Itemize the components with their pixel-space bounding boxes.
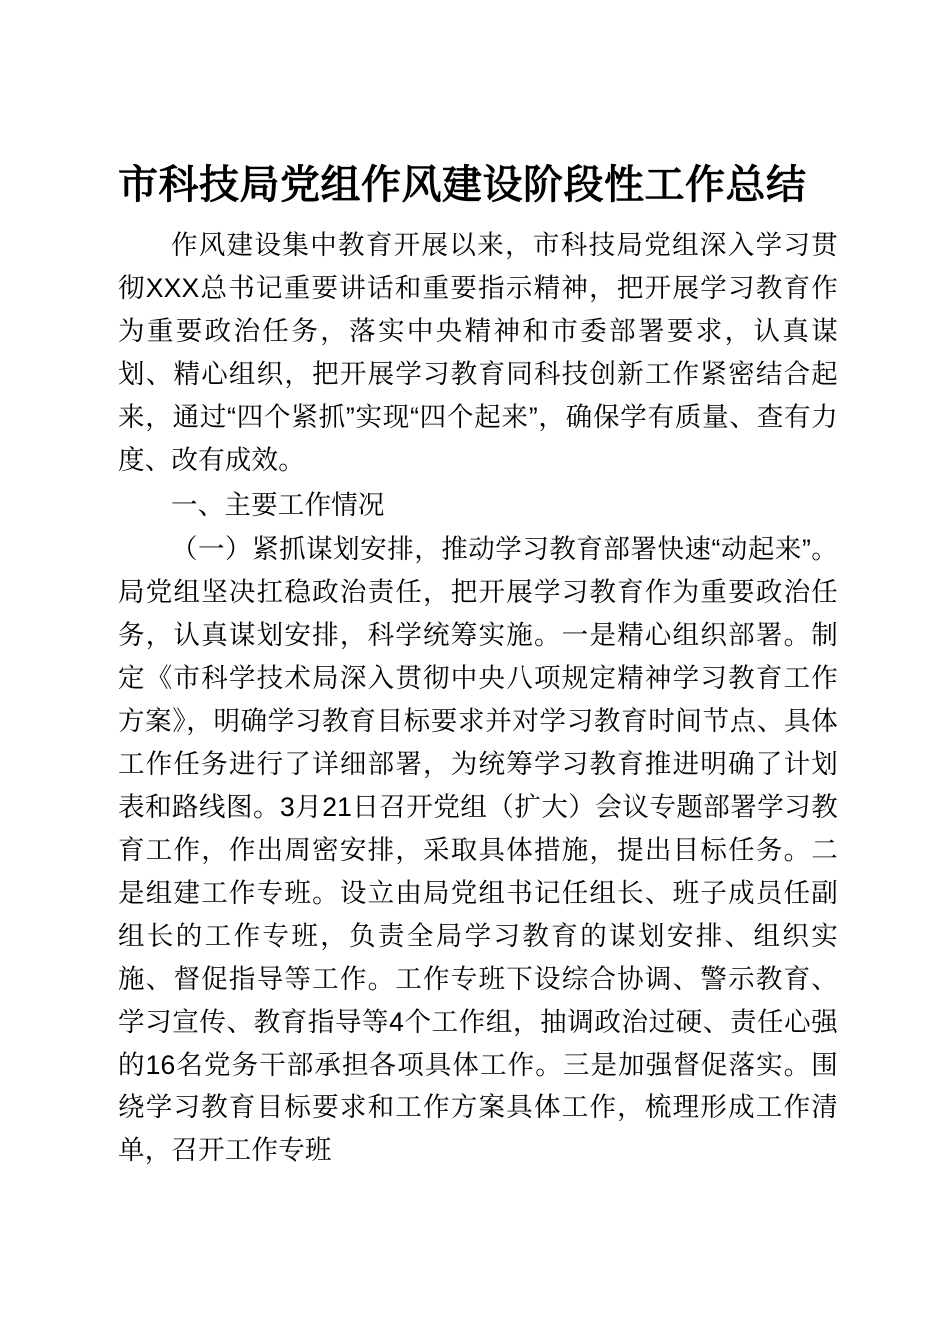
paragraph-intro: 作风建设集中教育开展以来，市科技局党组深入学习贯彻XXX总书记重要讲话和重要指示精神，把开展学习教育作为重要政治任务，落实中央精神和市委部署要求，认真谋划、精心组织，把开展学习教育同科技创新工作紧密结合起来，通过“四个紧抓”实现“四个起来”，确保学有质量、查有力度、改有成效。 [118, 230, 838, 475]
page-title: 市科技局党组作风建设阶段性工作总结 [118, 163, 807, 207]
document-body [118, 224, 838, 1172]
paragraph-section-heading-1: 一、主要工作情况 [171, 489, 385, 520]
paragraph-subsection-1: （一）紧抓谋划安排，推动学习教育部署快速“动起来”。局党组坚决扛稳政治责任，把开展学习教育作为重要政治任务，认真谋划安排，科学统筹实施。一是精心组织部署。制定《市科学技术局深入贯彻中央八项规定精神学习教育工作方案》，明确学习教育目标要求并对学习教育时间节点、具体工作任务进行了详细部署，为统筹学习教育推进明确了计划表和路线图。3月21日召开党组（扩大）会议专题部署学习教育工作，作出周密安排，采取具体措施，提出目标任务。二是组建工作专班。设立由局党组书记任组长、班子成员任副组长的工作专班，负责全局学习教育的谋划安排、组织实施、督促指导等工作。工作专班下设综合协调、警示教育、学习宣传、教育指导等4个工作组，抽调政治过硬、责任心强的16名党务干部承担各项具体工作。三是加强督促落实。围绕学习教育目标要求和工作方案具体工作，梳理形成工作清单，召开工作专班 [118, 534, 838, 1166]
